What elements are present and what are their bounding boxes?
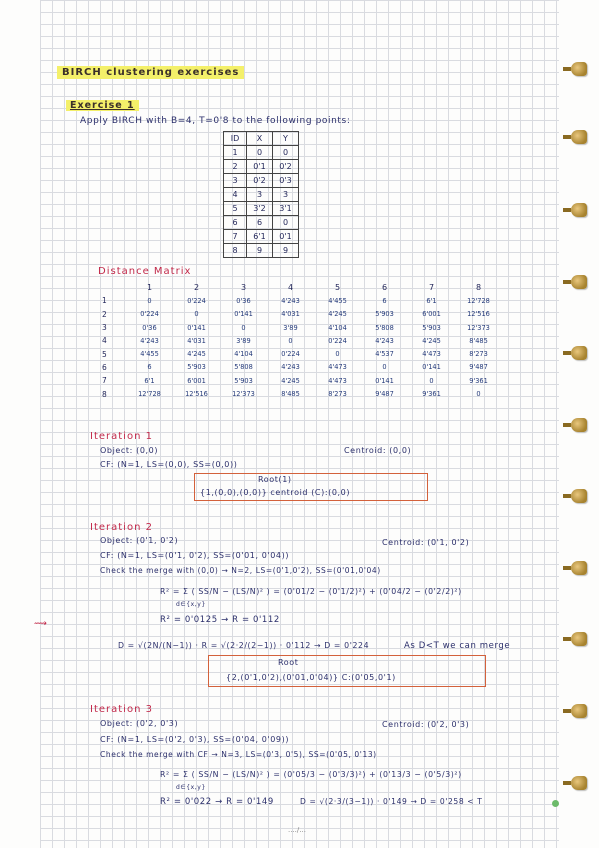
iteration-2-check: Check the merge with (0,0) → N=2, LS=(0'1,0'2), SS=(0'01,0'04) (100, 566, 381, 575)
row-header: 4 (102, 336, 107, 346)
table-cell: 6'1 (247, 230, 273, 244)
table-row (224, 146, 299, 160)
table-row (98, 334, 502, 347)
row-header: 6 (102, 362, 107, 372)
table-cell: 0'141 (187, 323, 206, 332)
table-cell: 5'808 (375, 323, 394, 332)
column-header: 5 (334, 283, 341, 293)
iteration-2-r2-index: d∈{x,y} (176, 601, 206, 608)
iteration-2-root-label: Root (278, 658, 299, 667)
table-cell: 9 (247, 244, 273, 258)
table-cell: 6 (247, 216, 273, 230)
exercise-heading: Exercise 1 (66, 100, 139, 111)
table-cell: 0'2 (273, 160, 299, 174)
iteration-2-root-box (208, 655, 486, 687)
table-cell: 8'485 (281, 390, 300, 399)
binder-ring-icon (571, 704, 587, 718)
iteration-3-object: Object: (0'2, 0'3) (100, 719, 179, 728)
table-cell: 8'273 (328, 390, 347, 399)
table-cell: 0'36 (142, 323, 157, 332)
table-cell: 4'031 (187, 336, 206, 345)
table-cell: 0 (429, 376, 434, 385)
column-header: 7 (428, 283, 435, 293)
iteration-3-r2-index: d∈{x,y} (176, 784, 206, 791)
table-cell: 5 (224, 202, 247, 216)
table-cell: 3 (224, 174, 247, 188)
table-cell: 0 (194, 310, 199, 319)
table-cell: 8'485 (469, 336, 488, 345)
binder-ring-icon (571, 275, 587, 289)
table-cell: 3 (273, 188, 299, 202)
page-title: BIRCH clustering exercises (57, 66, 244, 79)
row-header: 2 (102, 309, 107, 319)
iteration-2-d-formula: D = √(2N/(N−1)) · R = √(2·2/(2−1)) · 0'112 → D = 0'224 (118, 641, 370, 650)
table-cell: 4'243 (281, 363, 300, 372)
table-row (224, 230, 299, 244)
binder-ring-icon (571, 130, 587, 144)
column-header: 6 (381, 283, 388, 293)
column-header: 4 (287, 283, 294, 293)
binder-ring-icon (571, 62, 587, 76)
corner-cell (98, 281, 126, 294)
table-row (224, 188, 299, 202)
page-footer: ..../... (288, 826, 306, 834)
table-cell: 0 (273, 216, 299, 230)
table-cell: 4'537 (375, 350, 394, 359)
iteration-2-root-content: {2,(0'1,0'2),(0'01,0'04)} C:(0'05,0'1) (226, 673, 396, 682)
iteration-1-object: Object: (0,0) (100, 446, 159, 455)
table-cell: 0 (273, 146, 299, 160)
binder-ring-icon (571, 203, 587, 217)
table-row (98, 347, 502, 360)
table-cell: 6'1 (144, 376, 155, 385)
table-cell: 4'243 (375, 336, 394, 345)
table-cell: 0 (288, 336, 293, 345)
iteration-1-root-label: Root(1) (258, 475, 292, 484)
table-header-row (224, 132, 299, 146)
column-header: 3 (240, 283, 247, 293)
table-cell: 0'141 (422, 363, 441, 372)
column-header: Y (273, 132, 299, 146)
table-cell: 4'245 (328, 310, 347, 319)
table-cell: 5'808 (234, 363, 253, 372)
table-cell: 0 (241, 323, 246, 332)
iteration-1-heading: Iteration 1 (90, 431, 153, 442)
table-cell: 9'487 (375, 390, 394, 399)
margin-arrow-icon: ⟿ (34, 619, 47, 629)
table-cell: 6 (224, 216, 247, 230)
table-cell: 3'89 (236, 336, 251, 345)
table-cell: 5'903 (422, 323, 441, 332)
table-cell: 9'361 (422, 390, 441, 399)
table-cell: 0 (247, 146, 273, 160)
table-cell: 1 (224, 146, 247, 160)
table-cell: 4'455 (140, 350, 159, 359)
table-cell: 0'141 (375, 376, 394, 385)
table-row (98, 361, 502, 374)
table-cell: 4'455 (328, 296, 347, 305)
table-cell: 6'001 (187, 376, 206, 385)
table-cell: 0 (335, 350, 340, 359)
iteration-2-object: Object: (0'1, 0'2) (100, 536, 179, 545)
table-cell: 6 (147, 363, 152, 372)
table-cell: 4 (224, 188, 247, 202)
green-dot-icon (552, 800, 559, 807)
table-cell: 8'273 (469, 350, 488, 359)
table-cell: 4'031 (281, 310, 300, 319)
table-row (98, 308, 502, 321)
table-cell: 0 (476, 390, 481, 399)
table-cell: 3 (247, 188, 273, 202)
binder-ring-icon (571, 418, 587, 432)
table-cell: 0'36 (236, 296, 251, 305)
table-cell: 5'903 (234, 376, 253, 385)
table-cell: 12'516 (467, 310, 490, 319)
table-cell: 0'1 (247, 160, 273, 174)
table-cell: 0'224 (328, 336, 347, 345)
table-cell: 5'903 (375, 310, 394, 319)
distance-matrix-heading: Distance Matrix (98, 266, 192, 277)
table-cell: 4'473 (328, 376, 347, 385)
table-cell: 6'1 (426, 296, 437, 305)
table-cell: 3'2 (247, 202, 273, 216)
table-cell: 12'373 (467, 323, 490, 332)
table-row (98, 321, 502, 334)
distance-matrix-table (98, 281, 502, 401)
table-cell: 4'243 (281, 296, 300, 305)
binder-ring-icon (571, 632, 587, 646)
table-cell: 0'141 (234, 310, 253, 319)
table-row (224, 202, 299, 216)
table-cell: 4'245 (187, 350, 206, 359)
table-cell: 8 (224, 244, 247, 258)
column-header: ID (224, 132, 247, 146)
table-cell: 0 (147, 296, 152, 305)
iteration-2-heading: Iteration 2 (90, 522, 153, 533)
table-row (224, 174, 299, 188)
table-cell: 9 (273, 244, 299, 258)
iteration-2-centroid: Centroid: (0'1, 0'2) (382, 538, 470, 547)
table-cell: 0'2 (247, 174, 273, 188)
table-cell: 12'516 (185, 390, 208, 399)
row-header: 3 (102, 323, 107, 333)
iteration-3-centroid: Centroid: (0'2, 0'3) (382, 720, 470, 729)
table-cell: 4'473 (328, 363, 347, 372)
iteration-3-heading: Iteration 3 (90, 704, 153, 715)
table-cell: 7 (224, 230, 247, 244)
binder-ring-icon (571, 346, 587, 360)
table-cell: 4'243 (140, 336, 159, 345)
table-cell: 5'903 (187, 363, 206, 372)
table-row (98, 294, 502, 307)
left-margin (0, 0, 40, 848)
table-cell: 3'1 (273, 202, 299, 216)
table-cell: 9'487 (469, 363, 488, 372)
table-cell: 4'473 (422, 350, 441, 359)
iteration-3-cf: CF: (N=1, LS=(0'2, 0'3), SS=(0'04, 0'09)) (100, 735, 290, 744)
table-cell: 4'104 (234, 350, 253, 359)
column-header: 8 (475, 283, 482, 293)
binder-ring-icon (571, 776, 587, 790)
table-row (224, 160, 299, 174)
table-cell: 6 (382, 296, 387, 305)
iteration-1-root-content: {1,(0,0),(0,0)} centroid (C):(0,0) (200, 488, 351, 497)
table-cell: 4'245 (281, 376, 300, 385)
table-cell: 12'728 (138, 390, 161, 399)
binder-ring-icon (571, 489, 587, 503)
table-row (224, 244, 299, 258)
binder-ring-icon (571, 561, 587, 575)
iteration-1-centroid: Centroid: (0,0) (344, 446, 412, 455)
row-header: 7 (102, 376, 107, 386)
row-header: 5 (102, 349, 107, 359)
table-cell: 4'245 (422, 336, 441, 345)
binder-rings (559, 0, 599, 848)
column-header: 1 (146, 283, 153, 293)
iteration-1-cf: CF: (N=1, LS=(0,0), SS=(0,0)) (100, 460, 238, 469)
table-cell: 0'224 (281, 350, 300, 359)
table-cell: 12'373 (232, 390, 255, 399)
row-header: 8 (102, 389, 107, 399)
column-header: X (247, 132, 273, 146)
table-cell: 0'3 (273, 174, 299, 188)
table-row (98, 387, 502, 400)
table-cell: 0'1 (273, 230, 299, 244)
iteration-3-d-formula: D = √(2·3/(3−1)) · 0'149 → D = 0'258 < T (300, 797, 483, 806)
table-cell: 6'001 (422, 310, 441, 319)
iteration-3-check: Check the merge with CF → N=3, LS=(0'3, 0'5), SS=(0'05, 0'13) (100, 750, 377, 759)
iteration-2-r2-result: R² = 0'0125 → R = 0'112 (160, 615, 280, 625)
iteration-3-r2-formula: R² = Σ ( SS/N − (LS/N)² ) = (0'05/3 − (0'3/3)²) + (0'13/3 − (0'5/3)²) (160, 770, 462, 779)
table-cell: 3'89 (283, 323, 298, 332)
iteration-2-r2-formula: R² = Σ ( SS/N − (LS/N)² ) = (0'01/2 − (0'1/2)²) + (0'04/2 − (0'2/2)²) (160, 587, 462, 596)
row-header: 1 (102, 296, 107, 306)
points-table (223, 131, 299, 258)
table-row (224, 216, 299, 230)
table-cell: 4'104 (328, 323, 347, 332)
table-cell: 0'224 (140, 310, 159, 319)
table-row (98, 374, 502, 387)
table-cell: 0'224 (187, 296, 206, 305)
table-cell: 9'361 (469, 376, 488, 385)
column-header: 2 (193, 283, 200, 293)
exercise-statement: Apply BIRCH with B=4, T=0'8 to the following points: (80, 116, 351, 126)
iteration-2-cf: CF: (N=1, LS=(0'1, 0'2), SS=(0'01, 0'04)) (100, 551, 290, 560)
table-header-row (98, 281, 502, 294)
table-cell: 0 (382, 363, 387, 372)
iteration-2-d-conclusion: As D<T we can merge (404, 641, 511, 651)
iteration-3-r2-result: R² = 0'022 → R = 0'149 (160, 797, 274, 807)
table-cell: 12'728 (467, 296, 490, 305)
table-cell: 2 (224, 160, 247, 174)
